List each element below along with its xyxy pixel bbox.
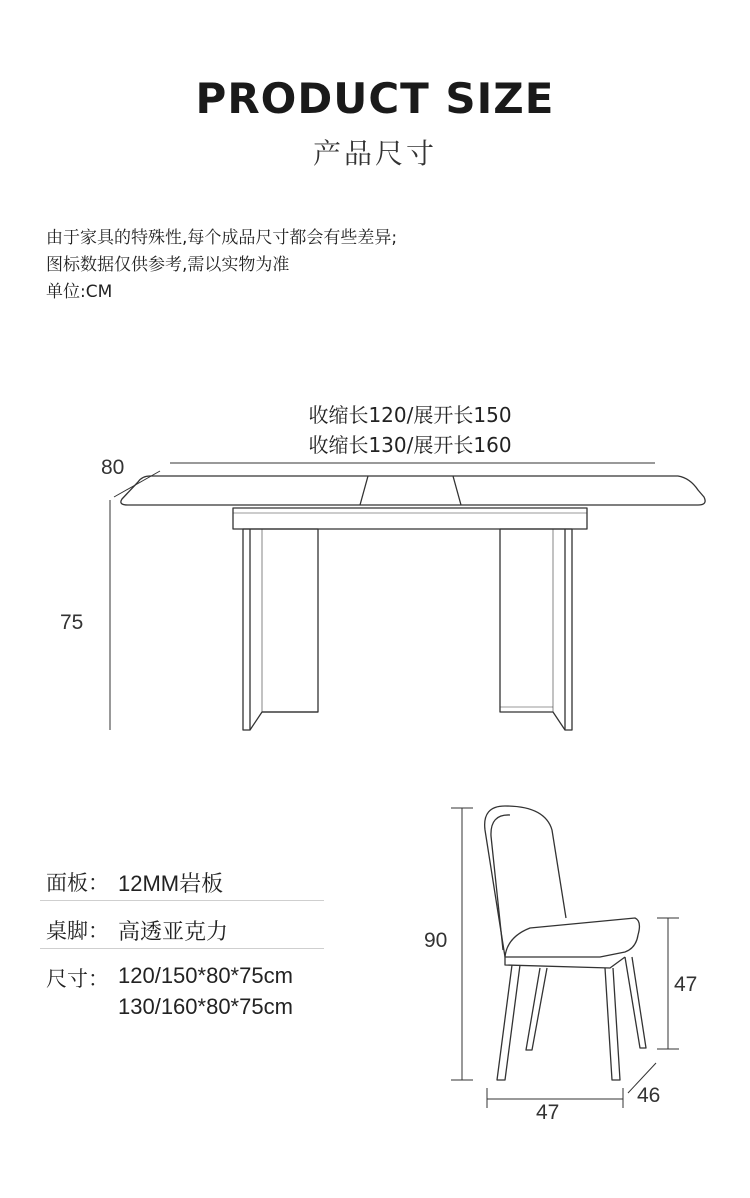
note-unit: 单位:CM [46,282,113,302]
spec-divider [40,900,324,901]
chair-frame [505,957,625,968]
table-drawing [110,463,705,730]
spec-leg-label: 桌脚： [46,919,109,943]
spec-size-value-2: 130/160*80*75cm [118,994,293,1019]
chair-width-label: 47 [536,1101,560,1124]
chair-leg-front-left [497,965,520,1080]
spec-size-value-1: 120/150*80*75cm [118,963,293,988]
chair-backrest [485,806,566,957]
spec-panel-label: 面板： [46,871,109,895]
spec-panel-value: 12MM岩板 [118,871,224,896]
chair-drawing [451,806,679,1108]
chair-leg-back-left [526,968,547,1050]
chair-leg-back-right [625,957,646,1048]
spec-divider [40,948,324,949]
spec-size-label: 尺寸： [46,967,109,991]
spec-leg-value: 高透亚克力 [118,919,229,944]
table-length-label-2: 收缩长130/展开长160 [308,433,512,457]
table-leaf-right [453,476,461,505]
page-title: PRODUCT SIZE [195,74,555,123]
chair-leg-front-right [605,968,620,1080]
table-depth-label: 80 [101,456,125,479]
chair-seat [505,918,639,957]
table-leaf-left [360,476,368,505]
table-height-label: 75 [60,611,84,634]
note-variance: 由于家具的特殊性,每个成品尺寸都会有些差异; [46,228,398,248]
table-leg-right [500,529,572,730]
table-apron [233,508,587,529]
table-leg-left [243,529,318,730]
chair-seat-height-label: 47 [674,973,698,996]
table-top [121,476,705,505]
page-subtitle: 产品尺寸 [312,137,437,170]
chair-depth-label: 46 [637,1084,661,1107]
table-length-label-1: 收缩长120/展开长150 [308,403,512,427]
chair-height-label: 90 [424,929,448,952]
note-reference: 图标数据仅供参考,需以实物为准 [46,255,290,275]
